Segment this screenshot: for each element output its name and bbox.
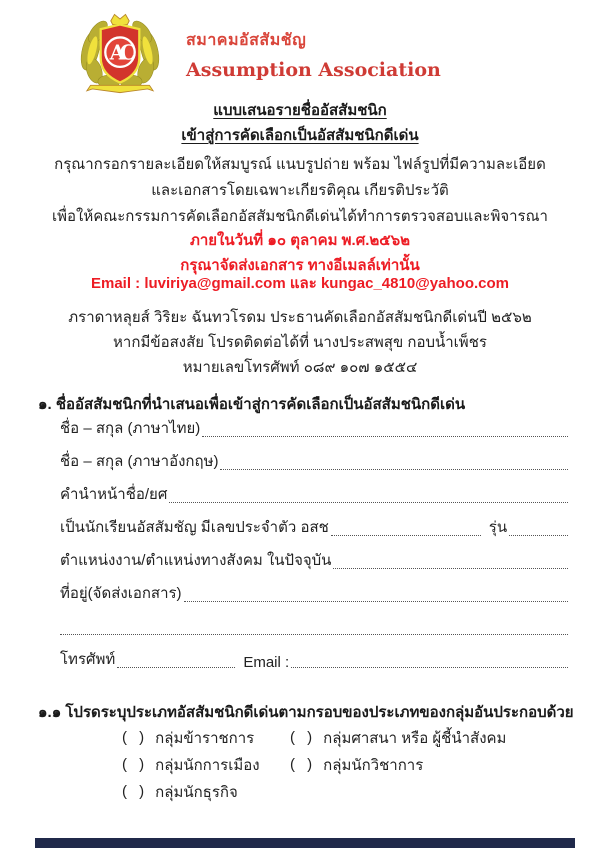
association-logo xyxy=(74,11,441,97)
email-prefix: Email : xyxy=(90,275,145,292)
email-address-1[interactable]: luviriya@gmail.com xyxy=(144,275,286,292)
document-title-line1: แบบเสนอรายชื่ออัสสัมชนิก xyxy=(213,102,387,119)
section-1-heading: ๑. ชื่ออัสสัมชนิกที่นำเสนอเพื่อเข้าสู่การคัดเลือกเป็นอัสสัมชนิกดีเด่น xyxy=(38,396,466,413)
committee-info xyxy=(0,305,600,380)
category-religion-social-leader[interactable] xyxy=(290,728,506,747)
category-academic-label: กลุ่มนักวิชาการ xyxy=(323,756,424,774)
category-civil-servant-label: กลุ่มข้าราชการ xyxy=(155,729,255,747)
field-position xyxy=(60,552,570,572)
field-class-input[interactable] xyxy=(509,535,568,536)
email-contact-line xyxy=(0,271,600,295)
checkbox-religion-social-leader[interactable]: ( ) xyxy=(290,729,317,746)
svg-text:AC: AC xyxy=(109,40,131,65)
category-religion-social-leader-label: กลุ่มศาสนา หรือ ผู้ชี้นำสังคม xyxy=(323,729,507,747)
intro-paragraph xyxy=(0,152,600,230)
category-academic[interactable] xyxy=(290,755,506,774)
field-phone-input[interactable] xyxy=(117,667,235,668)
field-student-id-input[interactable] xyxy=(331,535,481,536)
field-address-label: ที่อยู่(จัดส่งเอกสาร) xyxy=(60,585,182,602)
field-name-english-label: ชื่อ – สกุล (ภาษาอังกฤษ) xyxy=(60,453,219,470)
field-name-thai xyxy=(60,420,570,440)
field-email-input[interactable] xyxy=(291,667,568,668)
field-title-rank-input[interactable] xyxy=(169,502,568,503)
intro-line1: กรุณากรอกรายละเอียดให้สมบูรณ์ แนบรูปถ่าย พร้อม ไฟล์รูปที่มีความละเอียด xyxy=(54,156,546,173)
field-name-thai-input[interactable] xyxy=(202,436,568,437)
field-name-english-input[interactable] xyxy=(220,469,568,470)
section-1-1-heading: ๑.๑ โปรดระบุประเภทอัสสัมชนิกดีเด่นตามกรอบของประเภทของกลุ่มอันประกอบด้วย xyxy=(38,704,574,721)
checkbox-academic[interactable]: ( ) xyxy=(290,756,317,773)
document-title-line2: เข้าสู่การคัดเลือกเป็นอัสสัมชนิกดีเด่น xyxy=(181,127,419,144)
field-position-input[interactable] xyxy=(333,568,568,569)
org-name-thai: สมาคมอัสสัมชัญ xyxy=(186,31,307,49)
intro-line2: และเอกสารโดยเฉพาะเกียรติคุณ เกียรติประวัติ xyxy=(151,182,449,199)
field-student-id-label: เป็นนักเรียนอัสสัมชัญ มีเลขประจำตัว อสช xyxy=(60,519,329,536)
field-title-rank xyxy=(60,486,570,506)
category-businessman[interactable] xyxy=(122,782,290,801)
checkbox-businessman[interactable]: ( ) xyxy=(122,783,149,800)
email-conjunction: และ xyxy=(285,275,321,292)
field-title-rank-label: คำนำหน้าชื่อ/ยศ xyxy=(60,486,168,503)
intro-line3: เพื่อให้คณะกรรมการคัดเลือกอัสสัมชนิกดีเด่นได้ทำการตรวจสอบและพิจารณา xyxy=(52,208,548,225)
category-checkbox-group xyxy=(122,728,506,801)
form-fields xyxy=(60,420,570,684)
chairman-line: ภราดาหลุยส์ วิริยะ ฉันทวโรดม ประธานคัดเลือกอัสสัมชนิกดีเด่นปี ๒๕๖๒ xyxy=(68,309,532,326)
field-phone-email xyxy=(60,651,570,671)
field-email-label: Email : xyxy=(243,654,290,671)
field-position-label: ตำแหน่งงาน/ตำแหน่งทางสังคม ในปัจจุบัน xyxy=(60,552,332,569)
field-class-label: รุ่น xyxy=(488,519,508,536)
email-address-2[interactable]: kungac_4810@yahoo.com xyxy=(320,275,509,292)
checkbox-politician[interactable]: ( ) xyxy=(122,756,149,773)
field-student-id xyxy=(60,519,570,539)
footer-bar xyxy=(35,838,575,848)
field-address xyxy=(60,585,570,605)
deadline-date: ภายในวันที่ ๑๐ ตุลาคม พ.ศ.๒๕๖๒ xyxy=(189,232,411,249)
category-businessman-label: กลุ่มนักธุรกิจ xyxy=(155,783,238,801)
contact-person-line: หากมีข้อสงสัย โปรดติดต่อได้ที่ นางประสพสุข กอบน้ำเพ็ชร xyxy=(113,334,487,351)
field-phone-label: โทรศัพท์ xyxy=(60,651,116,668)
field-address-continued-input[interactable] xyxy=(60,634,568,635)
document-title xyxy=(0,98,600,148)
field-address-continued xyxy=(60,618,570,638)
checkbox-civil-servant[interactable]: ( ) xyxy=(122,729,149,746)
field-name-thai-label: ชื่อ – สกุล (ภาษาไทย) xyxy=(60,420,201,437)
field-name-english xyxy=(60,453,570,473)
phone-number-line: หมายเลขโทรศัพท์ ๐๘๙ ๑๐๗ ๑๕๕๔ xyxy=(182,359,418,376)
deadline-instruction: กรุณาจัดส่งเอกสาร ทางอีเมลล์เท่านั้น xyxy=(180,257,420,274)
category-civil-servant[interactable] xyxy=(122,728,290,747)
field-address-input[interactable] xyxy=(184,601,568,602)
association-crest-icon xyxy=(74,11,166,97)
category-politician-label: กลุ่มนักการเมือง xyxy=(155,756,260,774)
category-politician[interactable] xyxy=(122,755,290,774)
org-name-english: Assumption Association xyxy=(186,58,441,81)
